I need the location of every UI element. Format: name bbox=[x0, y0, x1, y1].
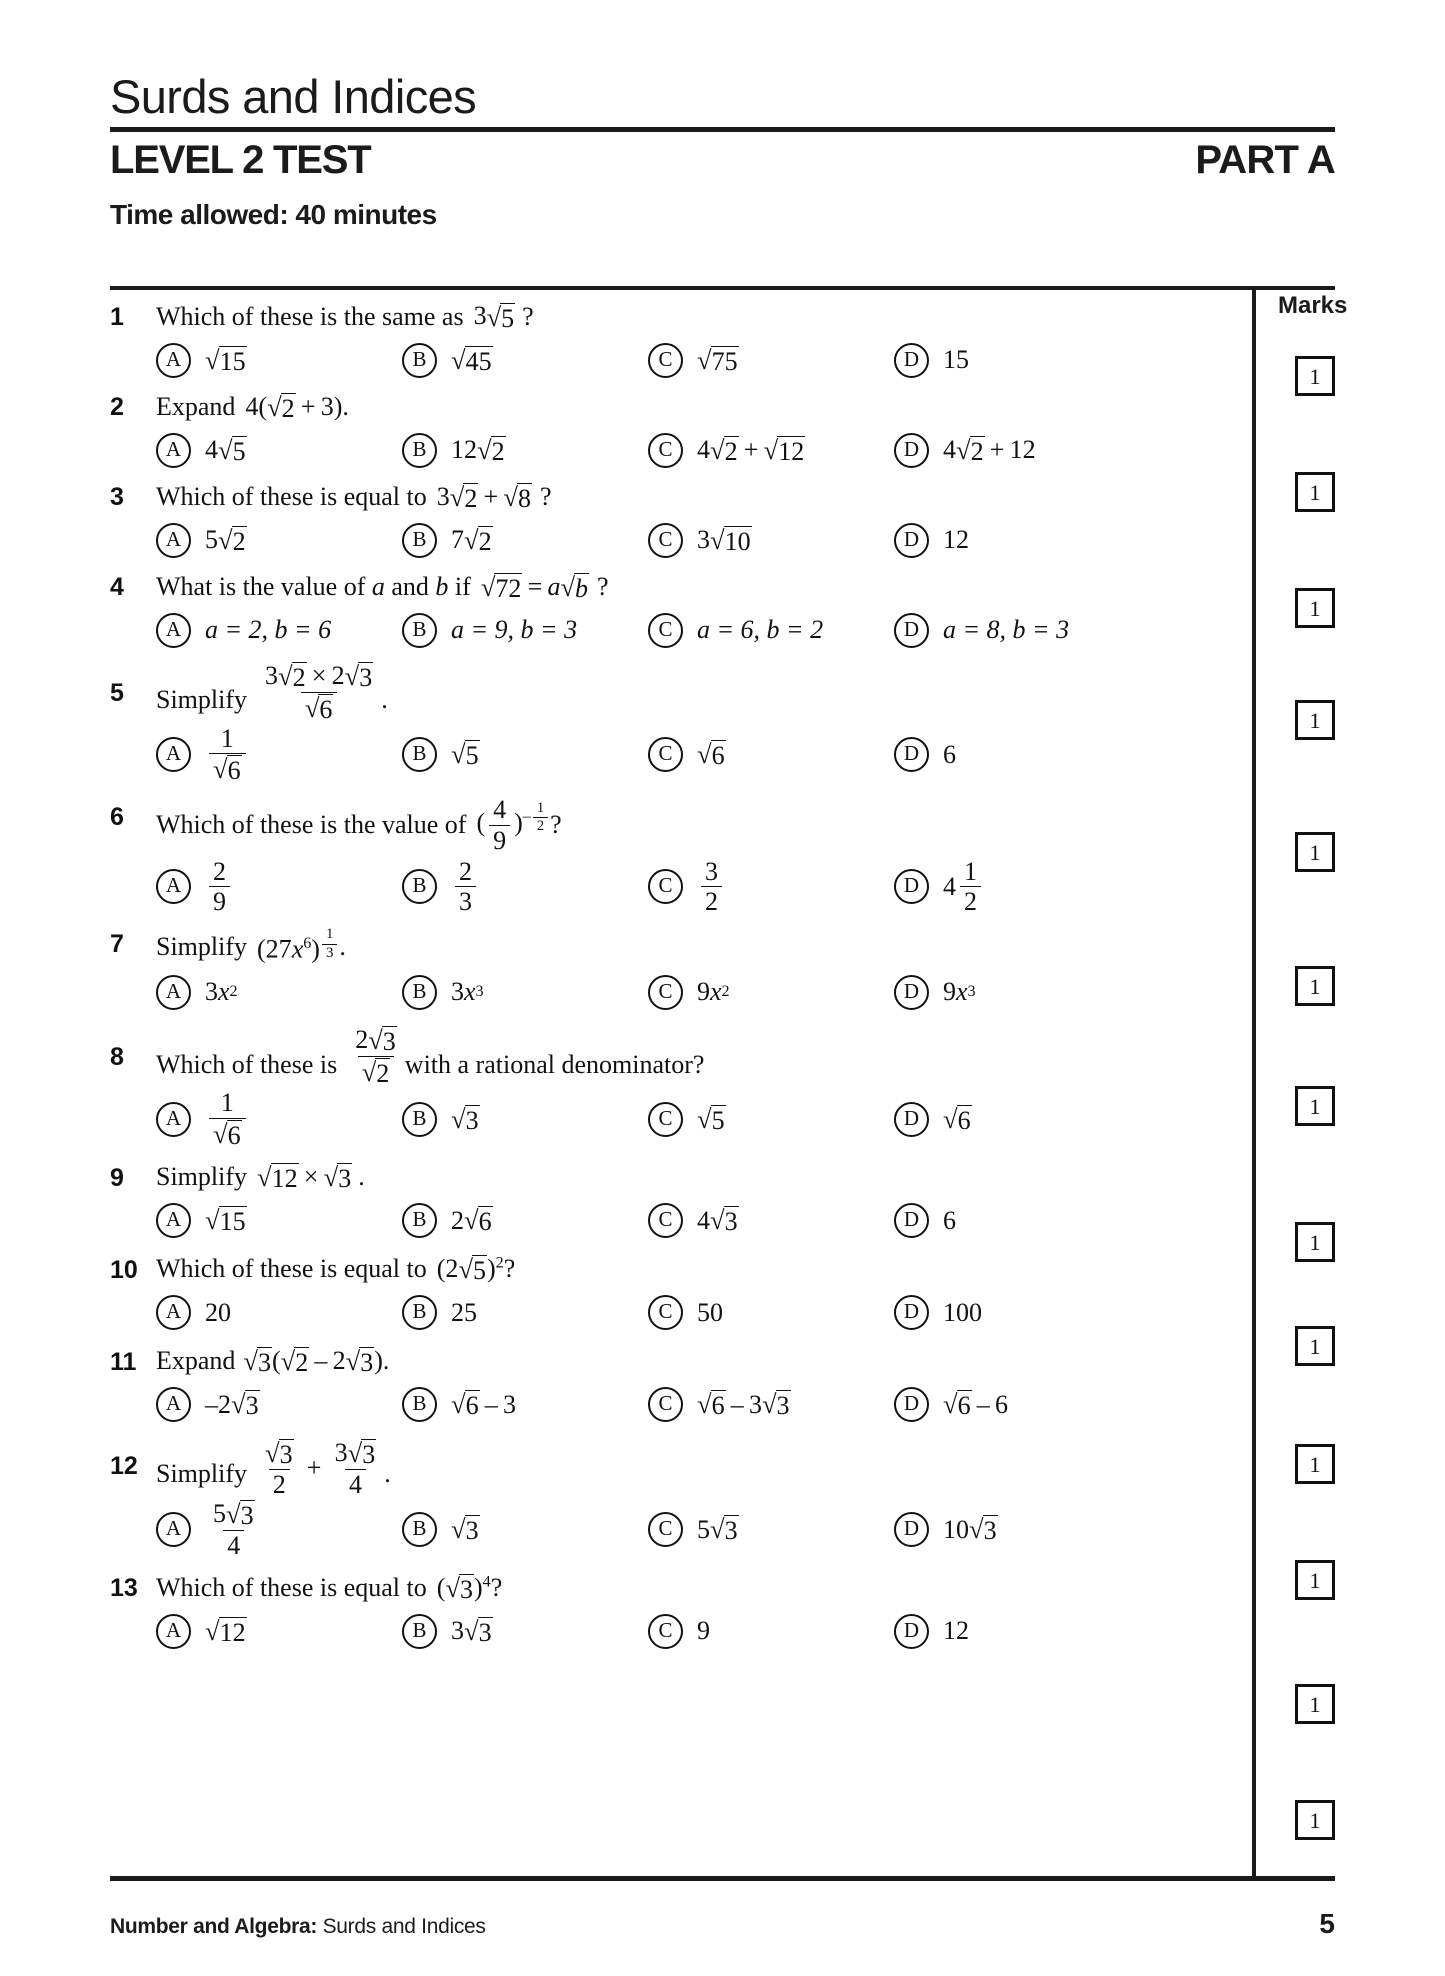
option-c[interactable] bbox=[648, 858, 894, 916]
option-b[interactable] bbox=[402, 610, 648, 650]
question-text bbox=[156, 662, 388, 723]
option-bubble[interactable]: D bbox=[894, 343, 929, 378]
option-d[interactable] bbox=[894, 972, 1140, 1012]
page-footer bbox=[110, 1908, 1335, 1940]
option-value: 5 √ 3 bbox=[697, 1514, 738, 1546]
math-expression: ( √ 3 )$^4$ bbox=[436, 1573, 491, 1605]
option-value: 3 √ 10 bbox=[697, 524, 751, 556]
question-number: 6 bbox=[110, 803, 124, 832]
options-row bbox=[110, 725, 1245, 784]
option-value: 6 bbox=[943, 1205, 956, 1235]
option-bubble[interactable]: C bbox=[648, 1203, 683, 1238]
option-bubble[interactable]: C bbox=[648, 613, 683, 648]
question-13 bbox=[110, 1571, 1245, 1651]
option-value: √ 6 – 3 bbox=[451, 1389, 516, 1421]
marks-box-q11[interactable]: 1 bbox=[1295, 1560, 1335, 1600]
question-number: 12 bbox=[110, 1451, 138, 1480]
option-value: √ 5 bbox=[451, 739, 479, 771]
option-bubble[interactable]: A bbox=[156, 613, 191, 648]
option-value: √ 3 bbox=[451, 1514, 479, 1546]
question-prompt: Simplify bbox=[156, 685, 248, 715]
question-number: 5 bbox=[110, 679, 124, 707]
option-value: 3 √ 3 bbox=[451, 1615, 492, 1647]
page-header bbox=[110, 72, 1335, 231]
option-value: 50 bbox=[697, 1297, 723, 1327]
option-a[interactable] bbox=[156, 725, 402, 784]
option-value: √ 6 – 6 bbox=[943, 1389, 1008, 1421]
question-suffix: . bbox=[382, 1346, 390, 1376]
options-row bbox=[110, 858, 1245, 916]
math-expression: 4( √ 2 + 3) bbox=[245, 391, 343, 423]
option-bubble[interactable]: D bbox=[894, 1387, 929, 1422]
option-a[interactable] bbox=[156, 1611, 402, 1651]
option-value: 5 √ 3 4 bbox=[213, 1499, 254, 1560]
question-suffix: ? bbox=[522, 301, 534, 331]
question-suffix: . bbox=[384, 1459, 391, 1489]
options-row bbox=[110, 1089, 1245, 1148]
math-expression: √ 3 2 + 3 √ 3 4 bbox=[265, 1437, 376, 1499]
question-text bbox=[156, 390, 349, 424]
options-row bbox=[110, 1201, 1245, 1241]
option-b[interactable] bbox=[402, 1611, 648, 1651]
option-value: √ 3 bbox=[451, 1103, 479, 1135]
option-a[interactable] bbox=[156, 1500, 402, 1559]
question-number: 10 bbox=[110, 1255, 138, 1284]
option-d[interactable] bbox=[894, 430, 1140, 470]
question-suffix: ? bbox=[539, 481, 552, 511]
option-c[interactable] bbox=[648, 340, 894, 380]
option-c[interactable] bbox=[648, 1089, 894, 1148]
option-d[interactable] bbox=[894, 1385, 1140, 1425]
level-title: LEVEL 2 TEST bbox=[110, 138, 371, 183]
question-number: 7 bbox=[110, 930, 124, 959]
option-bubble[interactable]: A bbox=[156, 737, 191, 772]
option-value: √ 45 bbox=[451, 344, 492, 376]
option-bubble[interactable]: D bbox=[894, 869, 929, 904]
option-d[interactable] bbox=[894, 858, 1140, 916]
option-bubble[interactable]: A bbox=[156, 1102, 191, 1137]
question-prompt: Simplify bbox=[156, 1459, 248, 1489]
question-12 bbox=[110, 1439, 1245, 1560]
option-value: 12 bbox=[943, 525, 969, 554]
option-a[interactable] bbox=[156, 340, 402, 380]
option-bubble[interactable]: A bbox=[156, 1203, 191, 1238]
question-prompt: Expand bbox=[156, 1346, 236, 1376]
question-text bbox=[156, 1345, 389, 1379]
question-number: 11 bbox=[110, 1347, 137, 1376]
question-prompt: Which of these is bbox=[156, 1049, 338, 1079]
option-d[interactable] bbox=[894, 725, 1140, 784]
question-suffix: . bbox=[342, 391, 349, 421]
option-b[interactable] bbox=[402, 858, 648, 916]
option-value: √ 12 bbox=[205, 1615, 246, 1647]
marks-box-q8[interactable]: 1 bbox=[1295, 1222, 1335, 1262]
option-b[interactable] bbox=[402, 1500, 648, 1559]
option-bubble[interactable]: D bbox=[894, 1295, 929, 1330]
time-allowed: Time allowed: 40 minutes bbox=[110, 199, 437, 231]
option-bubble[interactable]: B bbox=[402, 737, 437, 772]
option-a[interactable] bbox=[156, 430, 402, 470]
option-value: 12 √ 2 bbox=[451, 434, 505, 466]
question-number: 1 bbox=[110, 303, 124, 331]
question-suffix: with a rational denominator? bbox=[404, 1049, 705, 1079]
marks-box-q10[interactable]: 1 bbox=[1295, 1444, 1335, 1484]
option-d[interactable] bbox=[894, 1293, 1140, 1333]
option-bubble[interactable]: C bbox=[648, 343, 683, 378]
option-bubble[interactable]: B bbox=[402, 1512, 437, 1547]
option-c[interactable] bbox=[648, 1500, 894, 1559]
option-value: a = 6, b = 2 bbox=[697, 615, 824, 644]
question-number: 8 bbox=[110, 1043, 124, 1072]
option-b[interactable] bbox=[402, 430, 648, 470]
math-expression: ( $\frac{4}{9}$ )$^{- \frac{1}{2}}$ bbox=[476, 796, 550, 854]
marks-column-divider bbox=[1252, 286, 1256, 1881]
option-bubble[interactable]: C bbox=[648, 433, 683, 468]
question-prompt: What is the value of a and b if bbox=[156, 571, 471, 601]
options-row bbox=[110, 972, 1245, 1012]
option-bubble[interactable]: C bbox=[648, 1295, 683, 1330]
options-row bbox=[110, 340, 1245, 380]
option-value: √ 6 bbox=[943, 1103, 971, 1135]
option-bubble[interactable]: A bbox=[156, 343, 191, 378]
option-value: 7 √ 2 bbox=[451, 524, 492, 556]
question-suffix: . bbox=[381, 685, 388, 715]
option-bubble[interactable]: C bbox=[648, 737, 683, 772]
question-10 bbox=[110, 1253, 1245, 1333]
question-prompt: Which of these is equal to bbox=[156, 1573, 427, 1603]
question-text bbox=[156, 1439, 391, 1498]
option-b[interactable] bbox=[402, 1089, 648, 1148]
option-value: √ 15 bbox=[205, 1205, 246, 1237]
option-bubble[interactable]: B bbox=[402, 1295, 437, 1330]
options-row bbox=[110, 1385, 1245, 1425]
option-c[interactable] bbox=[648, 430, 894, 470]
question-number: 9 bbox=[110, 1163, 124, 1192]
question-suffix: . bbox=[358, 1162, 365, 1192]
option-value: 4 √ 2 + √ 12 bbox=[697, 434, 805, 466]
option-value: 6 bbox=[943, 739, 956, 769]
question-prompt: Simplify bbox=[156, 1162, 248, 1192]
option-value: 25 bbox=[451, 1297, 477, 1327]
option-bubble[interactable]: B bbox=[402, 343, 437, 378]
option-d[interactable] bbox=[894, 340, 1140, 380]
option-bubble[interactable]: C bbox=[648, 1512, 683, 1547]
option-bubble[interactable]: C bbox=[648, 975, 683, 1010]
marks-box-q7[interactable]: 1 bbox=[1295, 1086, 1335, 1126]
option-bubble[interactable]: A bbox=[156, 1512, 191, 1547]
footer-caption bbox=[110, 1915, 486, 1939]
question-suffix: ? bbox=[503, 1254, 516, 1284]
option-bubble[interactable]: A bbox=[156, 975, 191, 1010]
marks-box-q1[interactable]: 1 bbox=[1295, 356, 1335, 396]
option-value: √ 6 bbox=[697, 739, 725, 771]
option-b[interactable] bbox=[402, 340, 648, 380]
option-bubble[interactable]: B bbox=[402, 433, 437, 468]
option-bubble[interactable]: B bbox=[402, 1102, 437, 1137]
option-bubble[interactable]: A bbox=[156, 523, 191, 558]
options-row bbox=[110, 520, 1245, 560]
question-number: 4 bbox=[110, 573, 124, 601]
option-value: a = 2, b = 6 bbox=[205, 615, 332, 644]
question-suffix: ? bbox=[490, 1573, 503, 1603]
option-value: 15 bbox=[943, 345, 969, 374]
question-text bbox=[156, 570, 609, 604]
marks-box-q3[interactable]: 1 bbox=[1295, 588, 1335, 628]
option-value: 5 √ 2 bbox=[205, 524, 246, 556]
option-value: 10 √ 3 bbox=[943, 1514, 997, 1546]
options-row bbox=[110, 610, 1245, 650]
question-prompt: Which of these is equal to bbox=[156, 481, 427, 511]
option-bubble[interactable]: B bbox=[402, 1387, 437, 1422]
option-bubble[interactable]: D bbox=[894, 737, 929, 772]
marks-box-q5[interactable]: 1 bbox=[1295, 832, 1335, 872]
question-text bbox=[156, 1026, 704, 1087]
question-suffix: ? bbox=[597, 571, 609, 601]
math-expression: 3 √ 5 bbox=[473, 300, 515, 333]
option-bubble[interactable]: C bbox=[648, 1102, 683, 1137]
question-number: 13 bbox=[110, 1574, 138, 1603]
option-value: 9 bbox=[697, 1616, 710, 1646]
option-bubble[interactable]: C bbox=[648, 523, 683, 558]
question-prompt: Simplify bbox=[156, 931, 248, 961]
option-a[interactable] bbox=[156, 858, 402, 916]
option-b[interactable] bbox=[402, 1201, 648, 1241]
math-expression: √ 72 = a √ b bbox=[480, 571, 589, 603]
option-b[interactable] bbox=[402, 972, 648, 1012]
body-top-rule bbox=[110, 286, 1335, 290]
question-prompt: Expand bbox=[156, 391, 236, 421]
option-c[interactable] bbox=[648, 1385, 894, 1425]
option-value: √ 15 bbox=[205, 344, 246, 376]
option-d[interactable] bbox=[894, 1500, 1140, 1559]
option-value: 20 bbox=[205, 1297, 231, 1327]
option-value: –2 √ 3 bbox=[205, 1389, 259, 1421]
option-value: $\frac{2}{3}$ bbox=[451, 858, 480, 916]
question-11 bbox=[110, 1345, 1245, 1425]
question-5 bbox=[110, 662, 1245, 784]
option-value: √ 5 bbox=[697, 1103, 725, 1135]
option-bubble[interactable]: B bbox=[402, 869, 437, 904]
question-7 bbox=[110, 927, 1245, 1012]
marks-box-q4[interactable]: 1 bbox=[1295, 700, 1335, 740]
part-title: PART A bbox=[1195, 138, 1335, 183]
question-9 bbox=[110, 1161, 1245, 1241]
option-bubble[interactable]: B bbox=[402, 1203, 437, 1238]
option-c[interactable] bbox=[648, 1201, 894, 1241]
option-a[interactable] bbox=[156, 1089, 402, 1148]
option-value: 3 x 2 bbox=[205, 977, 238, 1007]
option-a[interactable] bbox=[156, 972, 402, 1012]
option-bubble[interactable]: A bbox=[156, 1295, 191, 1330]
option-a[interactable] bbox=[156, 1293, 402, 1333]
question-text bbox=[156, 480, 552, 514]
option-bubble[interactable]: B bbox=[402, 613, 437, 648]
math-expression: (2 √ 5 )$^2$ bbox=[436, 1254, 504, 1286]
question-text bbox=[156, 796, 562, 854]
math-expression: $(27x^6)$ $^{\frac{1}{3}}$ bbox=[257, 927, 339, 966]
option-c[interactable] bbox=[648, 725, 894, 784]
option-value: 4 $\frac{1}{2}$ bbox=[943, 858, 985, 916]
question-prompt: Which of these is equal to bbox=[156, 1254, 427, 1284]
option-bubble[interactable]: A bbox=[156, 1387, 191, 1422]
option-value: $\frac{3}{2}$ bbox=[697, 858, 726, 916]
marks-column-header: Marks bbox=[1278, 292, 1348, 319]
option-bubble[interactable]: D bbox=[894, 433, 929, 468]
option-value: a = 9, b = 3 bbox=[451, 615, 578, 644]
option-bubble[interactable]: D bbox=[894, 1614, 929, 1649]
question-8 bbox=[110, 1026, 1245, 1148]
options-row bbox=[110, 1611, 1245, 1651]
option-value: 2 √ 6 bbox=[451, 1205, 492, 1237]
question-6 bbox=[110, 796, 1245, 915]
option-value: 12 bbox=[943, 1616, 969, 1646]
option-bubble[interactable]: D bbox=[894, 975, 929, 1010]
option-value: √ 6 – 3 √ 3 bbox=[697, 1389, 790, 1421]
option-b[interactable] bbox=[402, 1293, 648, 1333]
option-bubble[interactable]: D bbox=[894, 523, 929, 558]
option-bubble[interactable]: A bbox=[156, 433, 191, 468]
question-number: 2 bbox=[110, 393, 124, 421]
option-bubble[interactable]: D bbox=[894, 1102, 929, 1137]
option-c[interactable] bbox=[648, 610, 894, 650]
question-4 bbox=[110, 570, 1245, 650]
question-text bbox=[156, 1161, 365, 1195]
question-prompt: Which of these is the value of bbox=[156, 809, 467, 839]
math-expression: 3 √ 2 + √ 8 bbox=[436, 481, 531, 513]
option-b[interactable] bbox=[402, 1385, 648, 1425]
question-suffix: . bbox=[339, 931, 346, 961]
marks-box-q12[interactable]: 1 bbox=[1295, 1684, 1335, 1724]
option-value: 100 bbox=[943, 1297, 982, 1327]
option-a[interactable] bbox=[156, 610, 402, 650]
option-value: a = 8, b = 3 bbox=[943, 615, 1070, 644]
option-d[interactable] bbox=[894, 520, 1140, 560]
option-bubble[interactable]: D bbox=[894, 1203, 929, 1238]
footer-strand: Number and Algebra: bbox=[110, 1915, 318, 1938]
option-value: √ 75 bbox=[697, 344, 738, 376]
option-b[interactable] bbox=[402, 725, 648, 784]
question-list bbox=[110, 300, 1245, 1653]
marks-box-q2[interactable]: 1 bbox=[1295, 472, 1335, 512]
options-row bbox=[110, 430, 1245, 470]
page-number: 5 bbox=[1319, 1908, 1335, 1939]
marks-box-q13[interactable]: 1 bbox=[1295, 1800, 1335, 1840]
option-bubble[interactable]: C bbox=[648, 1387, 683, 1422]
option-bubble[interactable]: C bbox=[648, 1614, 683, 1649]
option-value: 1 √ 6 bbox=[205, 1089, 250, 1148]
option-value: $\frac{2}{9}$ bbox=[205, 858, 234, 916]
question-text bbox=[156, 300, 534, 334]
option-c[interactable] bbox=[648, 520, 894, 560]
option-bubble[interactable]: A bbox=[156, 1614, 191, 1649]
math-expression: √ 3 ( √ 2 – 2 √ 3 ) bbox=[243, 1346, 383, 1378]
option-bubble[interactable]: C bbox=[648, 869, 683, 904]
option-bubble[interactable]: B bbox=[402, 975, 437, 1010]
option-value: 4 √ 5 bbox=[205, 434, 246, 466]
options-row bbox=[110, 1500, 1245, 1559]
option-bubble[interactable]: D bbox=[894, 1512, 929, 1547]
option-bubble[interactable]: B bbox=[402, 523, 437, 558]
option-value: 9 x 3 bbox=[943, 977, 976, 1007]
question-2 bbox=[110, 390, 1245, 470]
option-a[interactable] bbox=[156, 1385, 402, 1425]
option-d[interactable] bbox=[894, 1201, 1140, 1241]
option-c[interactable] bbox=[648, 1293, 894, 1333]
option-value: 4 √ 2 + 12 bbox=[943, 434, 1036, 466]
question-number: 3 bbox=[110, 483, 124, 511]
option-d[interactable] bbox=[894, 1089, 1140, 1148]
option-a[interactable] bbox=[156, 1201, 402, 1241]
question-text bbox=[156, 927, 346, 966]
option-value: 3 x 3 bbox=[451, 977, 484, 1007]
math-expression: 3 √ 2 × 2 √ 3 √ 6 bbox=[265, 661, 373, 724]
option-value: 1 √ 6 bbox=[205, 725, 250, 784]
math-expression: 2 √ 3 √ 2 bbox=[355, 1025, 396, 1089]
topic-title: Surds and Indices bbox=[110, 70, 477, 123]
question-suffix: ? bbox=[550, 809, 562, 839]
question-3 bbox=[110, 480, 1245, 560]
question-prompt: Which of these is the same as bbox=[156, 301, 464, 331]
option-value: 4 √ 3 bbox=[697, 1205, 738, 1237]
option-bubble[interactable]: D bbox=[894, 613, 929, 648]
body-bottom-rule bbox=[110, 1876, 1335, 1881]
header-rule bbox=[110, 127, 1335, 132]
option-c[interactable] bbox=[648, 972, 894, 1012]
question-text bbox=[156, 1253, 515, 1287]
option-bubble[interactable]: A bbox=[156, 869, 191, 904]
marks-box-q6[interactable]: 1 bbox=[1295, 966, 1335, 1006]
option-d[interactable] bbox=[894, 610, 1140, 650]
math-expression: √ 12 × √ 3 bbox=[257, 1162, 352, 1194]
question-1 bbox=[110, 300, 1245, 380]
option-b[interactable] bbox=[402, 520, 648, 560]
options-row bbox=[110, 1293, 1245, 1333]
option-value: 9 x 2 bbox=[697, 977, 730, 1007]
footer-topic: Surds and Indices bbox=[317, 1915, 486, 1938]
option-a[interactable] bbox=[156, 520, 402, 560]
option-bubble[interactable]: B bbox=[402, 1614, 437, 1649]
option-c[interactable] bbox=[648, 1611, 894, 1651]
marks-box-q9[interactable]: 1 bbox=[1295, 1326, 1335, 1366]
question-text bbox=[156, 1571, 502, 1605]
option-d[interactable] bbox=[894, 1611, 1140, 1651]
